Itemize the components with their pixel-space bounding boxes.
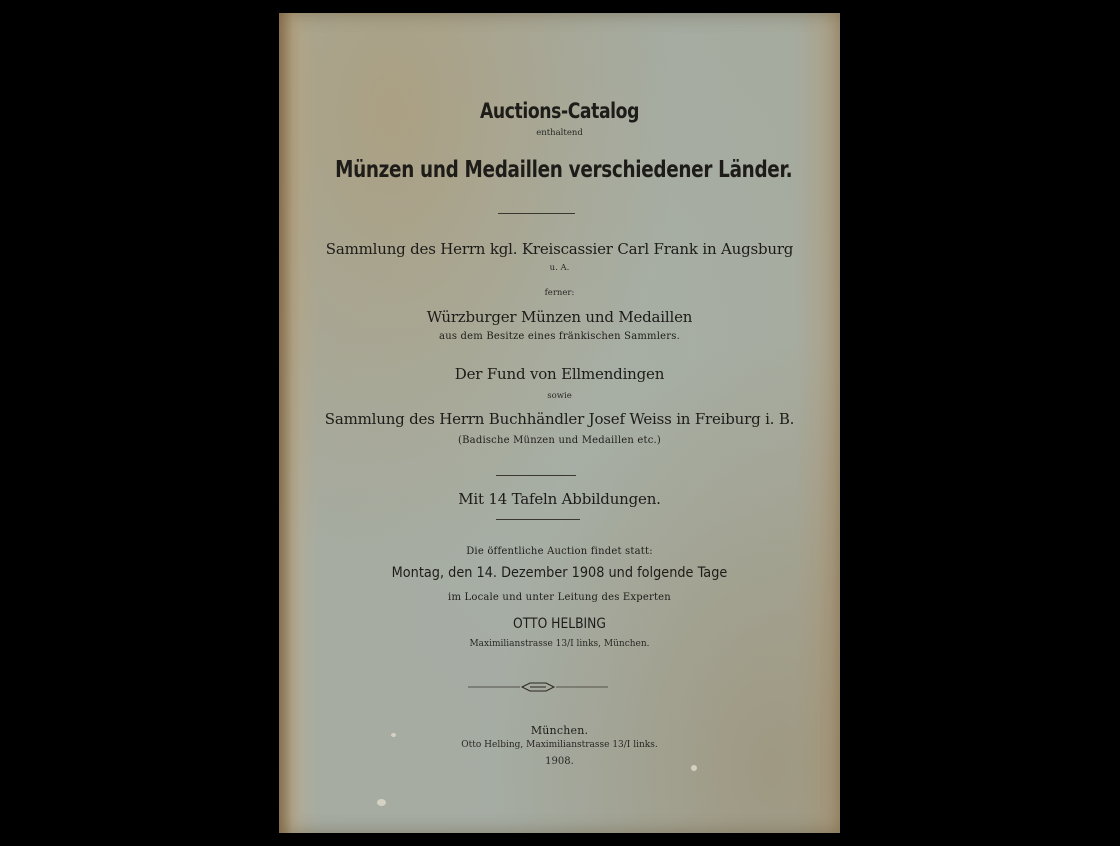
divider-rule-3 [496,519,580,520]
find-ellmendingen: Der Fund von Ellmendingen [454,365,665,383]
main-heading: Münzen und Medaillen verschiedener Länder. [335,157,793,183]
plates-text: Mit 14 Tafeln Abbildungen. [458,490,661,508]
ornament-divider [468,680,608,694]
enthaltend-text: enthaltend [536,128,583,138]
publisher-address: Otto Helbing, Maximilianstrasse 13/I links. [461,740,658,750]
collection-weiss-sub: (Badische Münzen und Medaillen etc.) [458,435,661,446]
auction-date: Montag, den 14. Dezember 1908 und folgende Tage [391,565,728,581]
paper-spot [391,733,396,737]
location-intro: im Locale und unter Leitung des Experten [448,592,671,603]
ferner-text: ferner: [544,288,575,298]
publisher-city: München. [530,724,589,737]
auction-intro: Die öffentliche Auction findet statt: [466,546,653,557]
collection-weiss: Sammlung des Herrn Buchhändler Josef Weiss in Freiburg i. B. [324,410,795,428]
collection-wuerzburg: Würzburger Münzen und Medaillen [426,308,693,326]
publication-year: 1908. [545,756,574,767]
catalog-cover [279,13,840,833]
paper-spot [377,799,386,806]
collection-frank: Sammlung des Herrn kgl. Kreiscassier Carl Frank in Augsburg [325,240,794,258]
paper-spot [691,765,697,771]
catalog-title: Auctions-Catalog [479,99,640,123]
divider-rule-2 [496,475,576,476]
expert-address: Maximilianstrasse 13/I links, München. [469,639,650,649]
divider-rule-1 [498,213,575,214]
collection-frank-suffix: u. A. [549,263,570,273]
collection-wuerzburg-sub: aus dem Besitze eines fränkischen Sammlers. [439,331,680,342]
sowie-text: sowie [547,391,572,401]
expert-name: OTTO HELBING [513,616,606,632]
